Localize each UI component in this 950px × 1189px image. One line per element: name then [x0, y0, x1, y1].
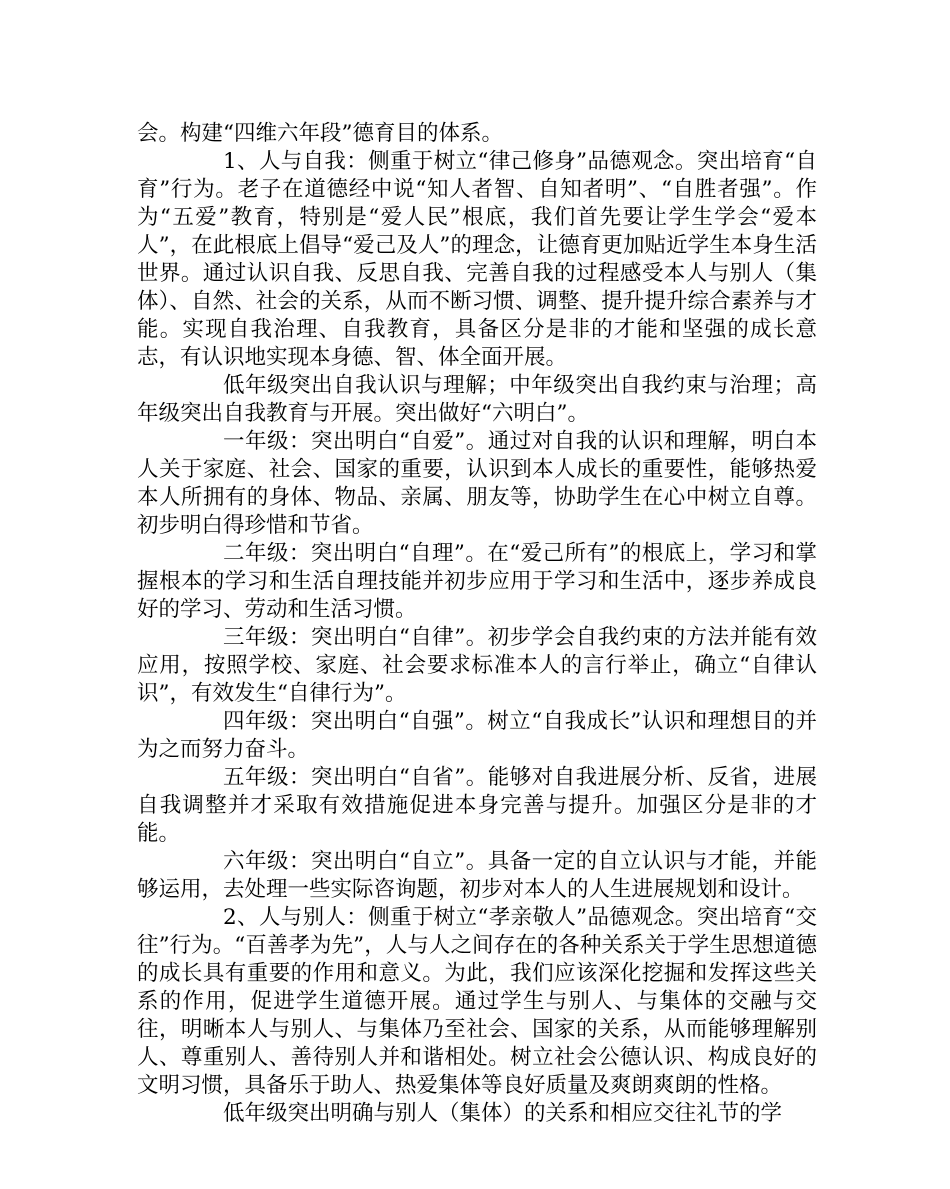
paragraph-grade-6: 六年级：突出明白“自立”。具备一定的自立认识与才能，并能够运用，去处理一些实际咨询题，初步对本人的人生进展规划和设计。: [137, 849, 817, 902]
paragraph-grade-3: 三年级：突出明白“自律”。初步学会自我约束的方法并能有效应用，按照学校、家庭、社会要求标准本人的言行举止，确立“自律认识”，有效发生“自律行为”。: [137, 625, 817, 706]
paragraph-grade-4: 四年级：突出明白“自强”。树立“自我成长”认识和理想目的并为之而努力奋斗。: [137, 709, 817, 762]
paragraph-grade-2: 二年级：突出明白“自理”。在“爱己所有”的根底上，学习和掌握根本的学习和生活自理技能并初步应用于学习和生活中，逐步养成良好的学习、劳动和生活习惯。: [137, 541, 817, 622]
paragraph-grade-5: 五年级：突出明白“自省”。能够对自我进展分析、反省，进展自我调整并才采取有效措施促进本身完善与提升。加强区分是非的才能。: [137, 765, 817, 846]
paragraph-grade-levels: 低年级突出自我认识与理解；中年级突出自我约束与治理；高年级突出自我教育与开展。突出做好“六明白”。: [137, 373, 817, 426]
paragraph-continuation: 会。构建“四维六年段”德育目的体系。: [137, 121, 503, 146]
paragraph-lower-grades: 低年级突出明确与别人（集体）的关系和相应交往礼节的学: [223, 1101, 783, 1126]
paragraph-others-section: 2、人与别人：侧重于树立“孝亲敬人”品德观念。突出培育“交往”行为。“百善孝为先”，人与人之间存在的各种关系关于学生思想道德的成长具有重要的作用和意义。为此，我们应该深化挖掘和发挥这些关系的作用，促进学生道德开展。通过学生与别人、与集体的交融与交往，明晰本人与别人、与集体乃至社会、国家的关系，从而能够理解别人、尊重别人、善待别人并和谐相处。树立社会公德认识、构成良好的文明习惯，具备乐于助人、热爱集体等良好质量及爽朗爽朗的性格。: [137, 905, 817, 1098]
paragraph-self-section: 1、人与自我：侧重于树立“律己修身”品德观念。突出培育“自育”行为。老子在道德经中说“知人者智、自知者明”、“自胜者强”。作为“五爱”教育，特别是“爱人民”根底，我们首先要让学生学会“爱本人”，在此根底上倡导“爱己及人”的理念，让德育更加贴近学生本身生活世界。通过认识自我、反思自我、完善自我的过程感受本人与别人（集体）、自然、社会的关系，从而不断习惯、调整、提升提升综合素养与才能。实现自我治理、自我教育，具备区分是非的才能和坚强的成长意志，有认识地实现本身德、智、体全面开展。: [137, 149, 817, 370]
paragraph-grade-1: 一年级：突出明白“自爱”。通过对自我的认识和理解，明白本人关于家庭、社会、国家的重要，认识到本人成长的重要性，能够热爱本人所拥有的身体、物品、亲属、朋友等，协助学生在心中树立自尊。初步明白得珍惜和节省。: [137, 429, 817, 538]
document-body: [137, 120, 817, 1128]
